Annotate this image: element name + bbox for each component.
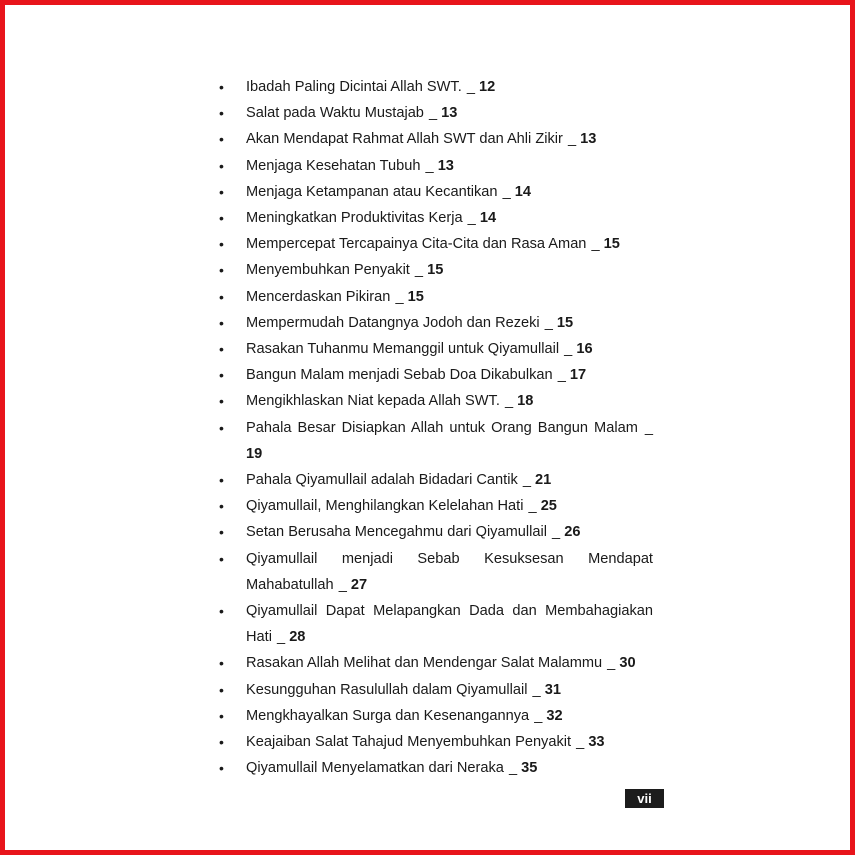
toc-entry (217, 179, 653, 205)
toc-entry-page-number: 21 (535, 472, 552, 489)
toc-entry (217, 546, 653, 598)
toc-entry-title: Qiyamullail, Menghilangkan Kelelahan Hati (246, 498, 524, 515)
toc-entry-page-number: 14 (514, 183, 531, 200)
toc-entry (217, 205, 653, 231)
toc-entry-title: Bangun Malam menjadi Sebab Doa Dikabulkan (246, 367, 553, 384)
toc-entry-separator: _ (638, 419, 654, 436)
toc-entry-title: Mengikhlaskan Niat kepada Allah SWT. (246, 393, 500, 410)
toc-entry (217, 74, 653, 100)
toc-entry-title: Salat pada Waktu Mustajab (246, 105, 424, 122)
toc-entry-title: Rasakan Tuhanmu Memanggil untuk Qiyamullail (246, 341, 560, 358)
book-page (5, 5, 855, 860)
toc-entry-page-number: 15 (603, 236, 620, 253)
bullet-icon: • (219, 734, 224, 751)
toc-entry (217, 126, 653, 152)
toc-entry-title: Setan Berusaha Mencegahmu dari Qiyamullail (246, 524, 547, 541)
toc-entry-separator: _ (560, 341, 577, 358)
toc-entry-page-number: 15 (427, 262, 444, 279)
toc-entry-title: Kesungguhan Rasulullah dalam Qiyamullail (246, 681, 528, 698)
toc-entry-page-number: 30 (619, 655, 636, 672)
toc-entry (217, 493, 653, 519)
toc-entry-separator: _ (500, 393, 518, 410)
toc-entry (217, 257, 653, 283)
bullet-icon: • (219, 183, 224, 200)
toc-entry (217, 362, 653, 388)
toc-entry-separator: _ (421, 157, 438, 174)
toc-entry-page-number: 17 (569, 367, 587, 384)
toc-entry-title: Mempercepat Tercapainya Cita-Cita dan Rasa Aman (246, 236, 587, 253)
toc-entry-title: Mengkhayalkan Surga dan Kesenangannya (246, 707, 530, 724)
toc-entry-page-number: 25 (540, 498, 557, 515)
toc-entry-title: Mencerdaskan Pikiran (246, 288, 391, 305)
toc-entry (217, 677, 653, 703)
bullet-icon: • (219, 236, 224, 253)
toc-entry (217, 415, 653, 467)
toc-entry (217, 388, 653, 414)
toc-entry (217, 153, 653, 179)
bullet-icon: • (219, 367, 224, 384)
toc-entry (217, 755, 653, 781)
bullet-icon: • (219, 157, 224, 174)
bullet-icon: • (219, 393, 224, 410)
toc-entry-page-number: 28 (289, 629, 306, 646)
toc-entry-title: Rasakan Allah Melihat dan Mendengar Salat Malammu (246, 655, 603, 672)
toc-entry (217, 650, 653, 676)
toc-entry-page-number: 27 (350, 576, 368, 593)
toc-entry-separator: _ (410, 262, 428, 279)
toc-entry-separator: _ (524, 498, 541, 515)
bullet-icon: • (219, 419, 224, 436)
bullet-icon: • (219, 760, 224, 777)
toc-entry-separator: _ (553, 367, 570, 384)
toc-entry-title: Mempermudah Datangnya Jodoh dan Rezeki (246, 314, 540, 331)
toc-entry-title: Menyembuhkan Penyakit (246, 262, 410, 279)
toc-entry-page-number: 16 (576, 341, 593, 358)
page-number: vii (625, 789, 664, 808)
toc-entry-title: Menjaga Kesehatan Tubuh (246, 157, 421, 174)
toc-entry-separator: _ (463, 210, 480, 227)
toc-entry-separator: _ (462, 79, 480, 95)
bullet-icon: • (219, 603, 224, 620)
bullet-icon: • (219, 262, 224, 279)
toc-entry-separator: _ (572, 734, 589, 751)
toc-entry-page-number: 13 (441, 105, 458, 122)
toc-entry-separator: _ (504, 760, 522, 777)
bullet-icon: • (219, 472, 224, 489)
toc-entry-title: Qiyamullail menjadi Sebab Kesuksesan Mendapat Mahabatullah (246, 550, 653, 593)
toc-entry-title: Pahala Qiyamullail adalah Bidadari Cantik (246, 472, 518, 489)
toc-entry (217, 729, 653, 755)
toc-entry-separator: _ (603, 655, 620, 672)
toc-entry-title: Qiyamullail Menyelamatkan dari Neraka (246, 760, 504, 777)
bullet-icon: • (219, 210, 224, 227)
toc-entry-separator: _ (272, 629, 290, 646)
toc-entry (217, 519, 653, 545)
toc-entry-page-number: 31 (544, 681, 561, 698)
toc-entry-page-number: 19 (246, 445, 263, 462)
toc-entry-separator: _ (547, 524, 565, 541)
bullet-icon: • (219, 288, 224, 305)
toc-entry-separator: _ (587, 236, 604, 253)
bullet-icon: • (219, 131, 224, 148)
toc-entry (217, 100, 653, 126)
toc-entry-separator: _ (498, 183, 515, 200)
table-of-contents-list (217, 74, 653, 781)
bullet-icon: • (219, 79, 224, 95)
bullet-icon: • (219, 498, 224, 515)
bullet-icon: • (219, 105, 224, 122)
toc-entry-page-number: 18 (517, 393, 534, 410)
toc-entry-page-number: 12 (479, 79, 496, 95)
toc-entry-title: Meningkatkan Produktivitas Kerja (246, 210, 463, 227)
toc-entry-title: Menjaga Ketampanan atau Kecantikan (246, 183, 498, 200)
toc-entry-page-number: 26 (564, 524, 581, 541)
bullet-icon: • (219, 707, 224, 724)
bullet-icon: • (219, 341, 224, 358)
bullet-icon: • (219, 655, 224, 672)
toc-entry (217, 284, 653, 310)
toc-entry-page-number: 13 (437, 157, 454, 174)
toc-entry-title: Akan Mendapat Rahmat Allah SWT dan Ahli Zikir (246, 131, 563, 148)
toc-entry-separator: _ (518, 472, 535, 489)
toc-entry (217, 231, 653, 257)
toc-entry-separator: _ (563, 131, 581, 148)
toc-entry-separator: _ (424, 105, 442, 122)
toc-entry-page-number: 35 (521, 760, 538, 777)
toc-entry-separator: _ (530, 707, 547, 724)
toc-entry-page-number: 32 (546, 707, 563, 724)
toc-entry-title: Qiyamullail Dapat Melapangkan Dada dan Membahagiakan Hati (246, 603, 653, 646)
toc-entry-separator: _ (540, 314, 557, 331)
toc-entry (217, 310, 653, 336)
toc-entry-page-number: 15 (407, 288, 424, 305)
toc-entry-separator: _ (334, 576, 351, 593)
toc-entry (217, 467, 653, 493)
toc-entry-separator: _ (391, 288, 408, 305)
toc-entry-separator: _ (528, 681, 545, 698)
toc-entry-page-number: 15 (556, 314, 574, 331)
toc-entry-page-number: 14 (479, 210, 497, 227)
bullet-icon: • (219, 681, 224, 698)
toc-entry-page-number: 13 (580, 131, 597, 148)
toc-entry-title: Pahala Besar Disiapkan Allah untuk Orang Bangun Malam (246, 419, 638, 436)
toc-entry-page-number: 33 (588, 734, 605, 751)
toc-entry-title: Keajaiban Salat Tahajud Menyembuhkan Penyakit (246, 734, 572, 751)
bullet-icon: • (219, 550, 224, 567)
toc-entry (217, 703, 653, 729)
bullet-icon: • (219, 524, 224, 541)
bullet-icon: • (219, 314, 224, 331)
toc-entry (217, 336, 653, 362)
toc-entry (217, 598, 653, 650)
toc-entry-title: Ibadah Paling Dicintai Allah SWT. (246, 79, 462, 95)
